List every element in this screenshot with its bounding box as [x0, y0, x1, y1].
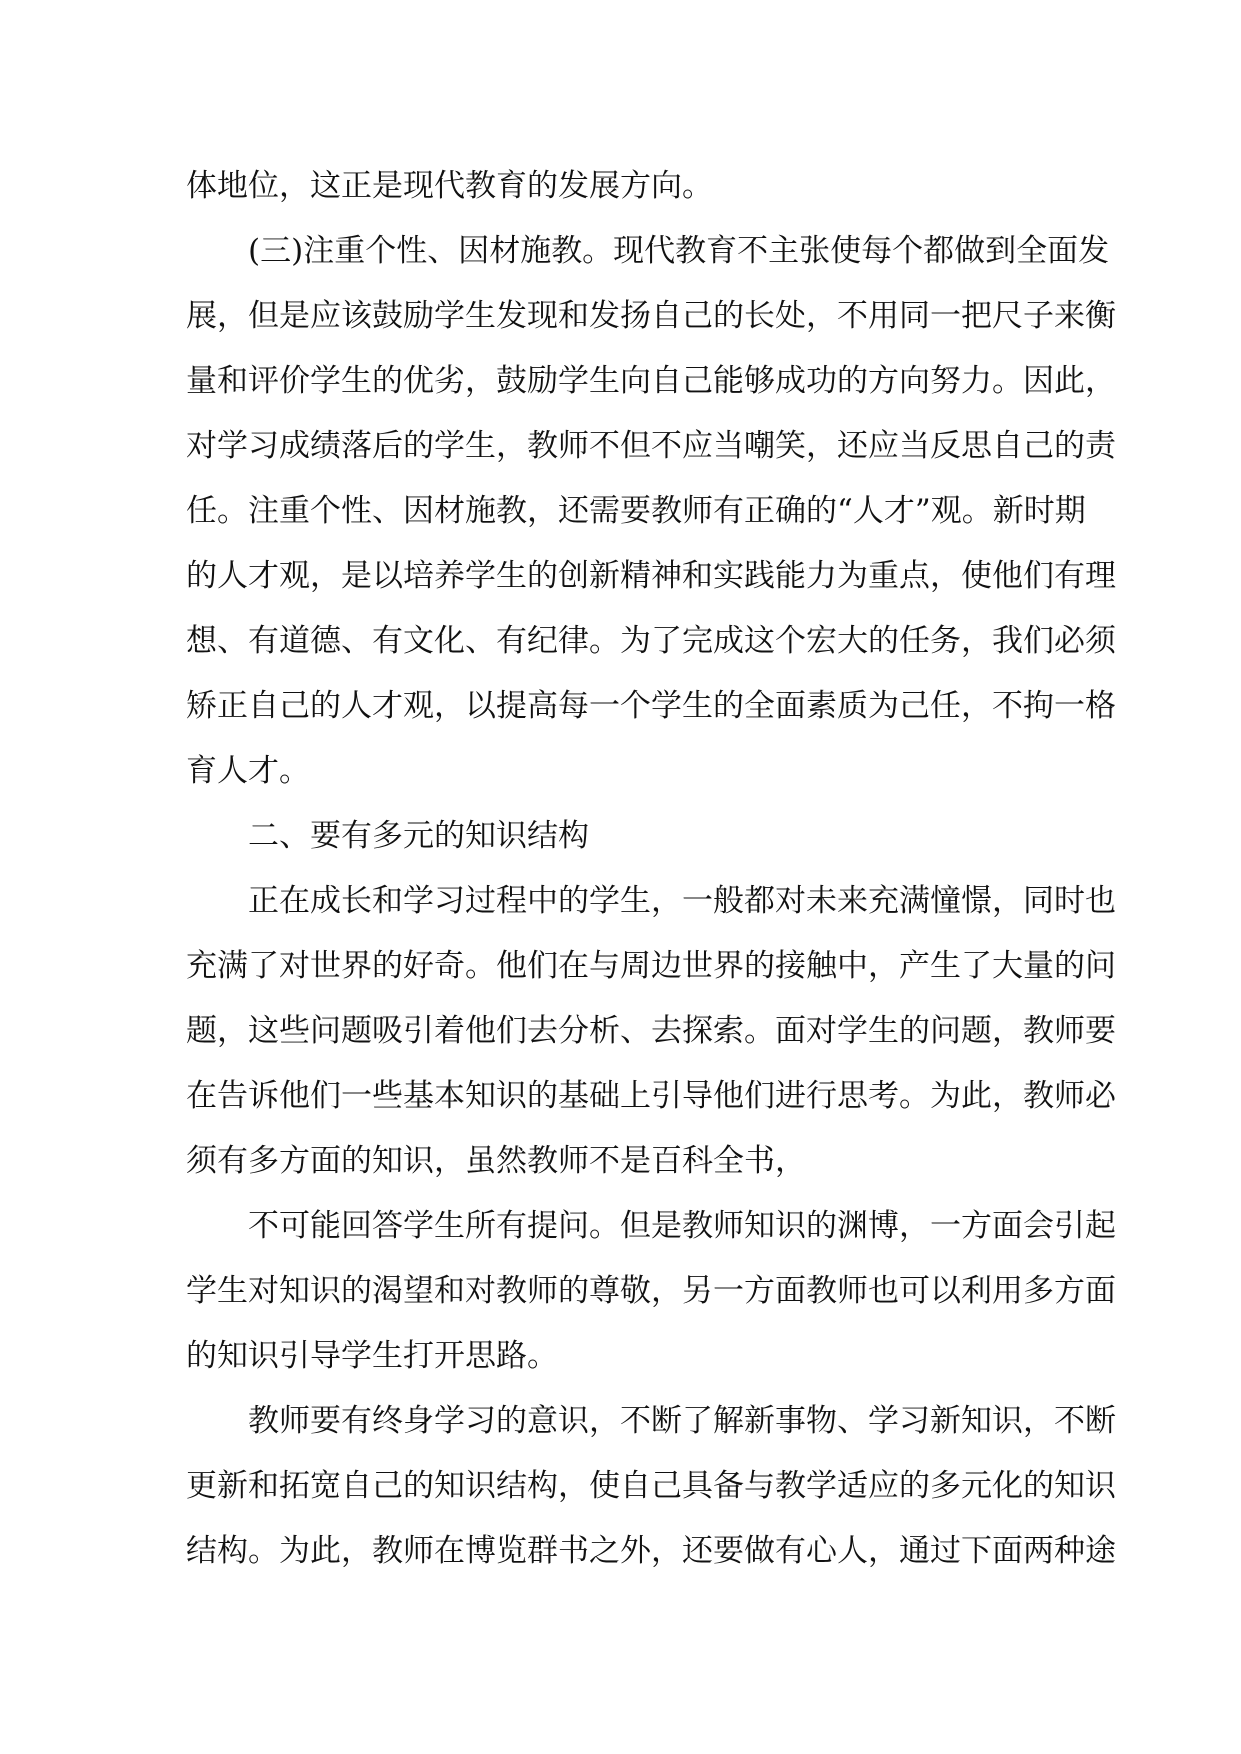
text-line: 须有多方面的知识，虽然教师不是百科全书， [186, 1143, 806, 1179]
text-line: 的知识引导学生打开思路。 [186, 1338, 558, 1374]
text-line: 体地位，这正是现代教育的发展方向。 [186, 168, 713, 204]
text-line: 展，但是应该鼓励学生发现和发扬自己的长处，不用同一把尺子来衡 [186, 298, 1116, 334]
text-line: 充满了对世界的好奇。他们在与周边世界的接触中，产生了大量的问 [186, 948, 1116, 984]
text-line: 教师要有终身学习的意识，不断了解新事物、学习新知识，不断 [248, 1403, 1116, 1439]
text-line: 育人才。 [186, 753, 310, 789]
text-line: 在告诉他们一些基本知识的基础上引导他们进行思考。为此，教师必 [186, 1078, 1116, 1114]
text-line: 学生对知识的渴望和对教师的尊敬，另一方面教师也可以利用多方面 [186, 1273, 1116, 1309]
text-line: (三)注重个性、因材施教。现代教育不主张使每个都做到全面发 [248, 233, 1110, 269]
section-heading: 二、要有多元的知识结构 [248, 818, 589, 854]
text-line: 量和评价学生的优劣，鼓励学生向自己能够成功的方向努力。因此， [186, 363, 1116, 399]
text-line: 对学习成绩落后的学生，教师不但不应当嘲笑，还应当反思自己的责 [186, 428, 1116, 464]
text-line: 更新和拓宽自己的知识结构，使自己具备与教学适应的多元化的知识 [186, 1468, 1116, 1504]
text-line: 结构。为此，教师在博览群书之外，还要做有心人，通过下面两种途 [186, 1533, 1116, 1569]
text-line: 想、有道德、有文化、有纪律。为了完成这个宏大的任务，我们必须 [186, 623, 1116, 659]
text-line: 矫正自己的人才观，以提高每一个学生的全面素质为己任，不拘一格 [186, 688, 1116, 724]
text-line: 任。注重个性、因材施教，还需要教师有正确的“人才”观。新时期 [186, 493, 1086, 529]
text-line: 不可能回答学生所有提问。但是教师知识的渊博，一方面会引起 [248, 1208, 1116, 1244]
text-line: 正在成长和学习过程中的学生，一般都对未来充满憧憬，同时也 [248, 883, 1116, 919]
text-line: 的人才观，是以培养学生的创新精神和实践能力为重点，使他们有理 [186, 558, 1116, 594]
text-line: 题，这些问题吸引着他们去分析、去探索。面对学生的问题，教师要 [186, 1013, 1116, 1049]
